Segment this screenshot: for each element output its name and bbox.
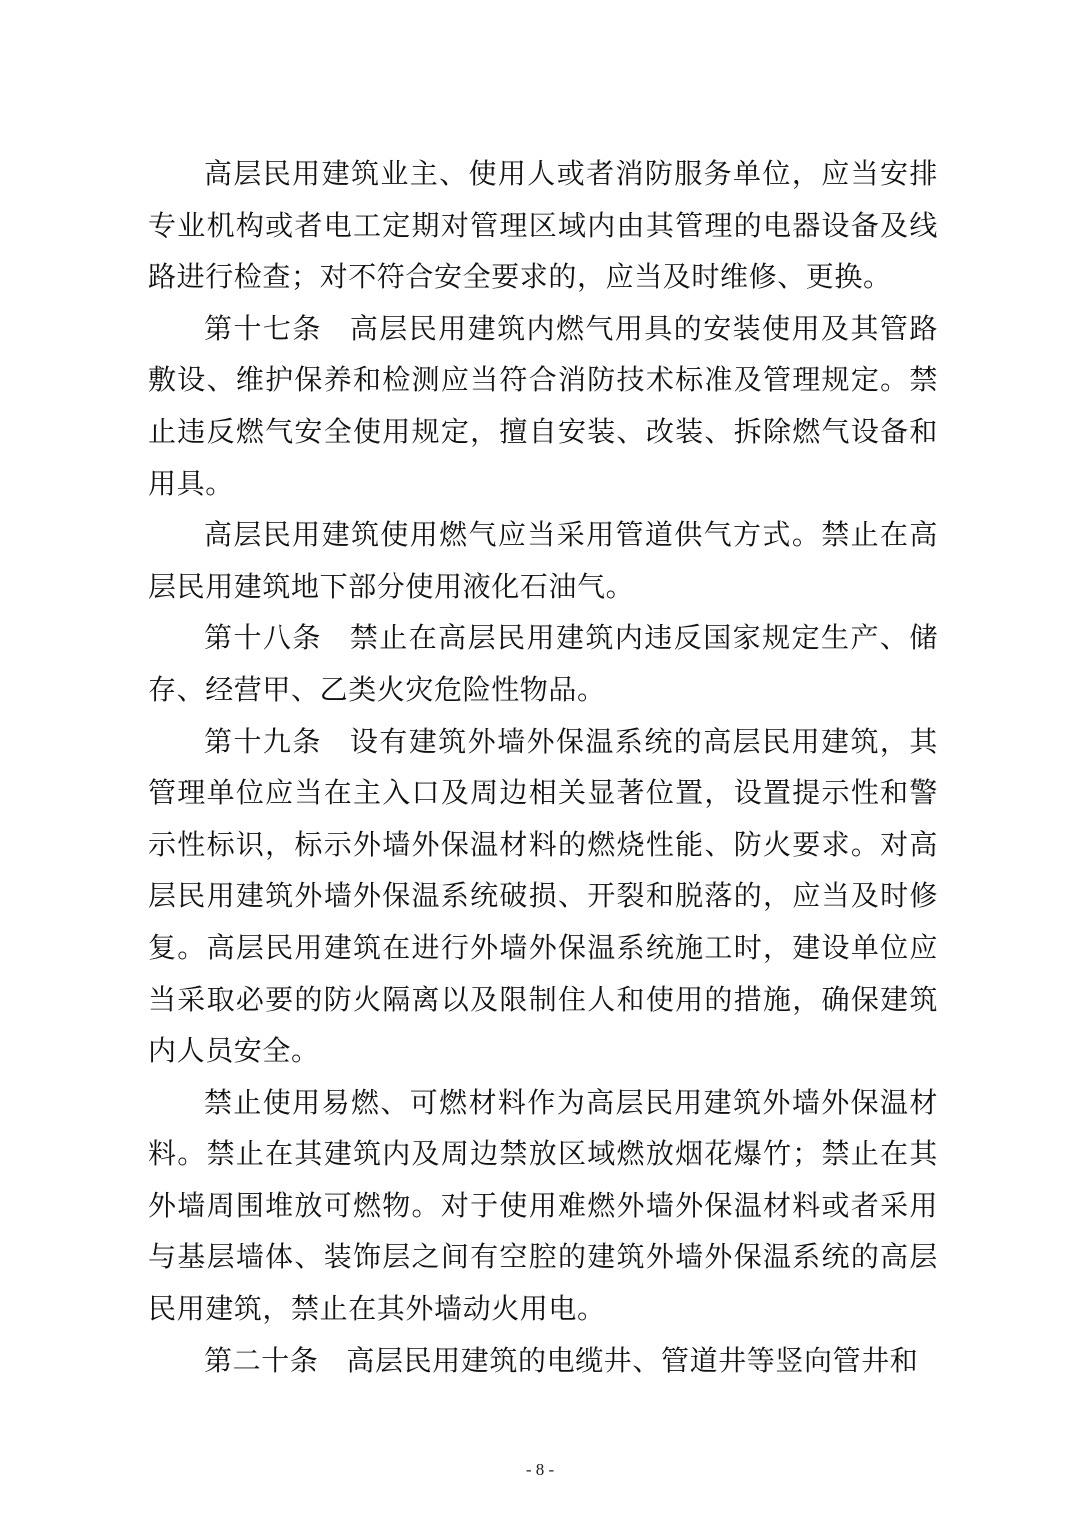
paragraph-article-19	[148, 716, 938, 1077]
paragraph-text: 高层民用建筑使用燃气应当采用管道供气方式。禁止在高层民用建筑地下部分使用液化石油气。	[148, 518, 938, 603]
paragraph	[148, 1077, 938, 1335]
paragraph-text: 禁止使用易燃、可燃材料作为高层民用建筑外墙外保温材料。禁止在其建筑内及周边禁放区域燃放烟花爆竹；禁止在其外墙周围堆放可燃物。对于使用难燃外墙外保温材料或者采用与基层墙体、装饰层之间有空腔的建筑外墙外保温系统的高层民用建筑，禁止在其外墙动火用电。	[148, 1085, 938, 1326]
article-number: 第十九条	[204, 724, 322, 758]
paragraph-text: 禁止在高层民用建筑内违反国家规定生产、储存、经营甲、乙类火灾危险性物品。	[148, 621, 938, 706]
document-body	[148, 148, 938, 1386]
paragraph-article-20	[148, 1335, 938, 1387]
page-number: - 8 -	[525, 1460, 555, 1479]
paragraph-text: 高层民用建筑的电缆井、管道井等竖向管井和	[346, 1343, 919, 1377]
paragraph	[148, 509, 938, 612]
paragraph-article-18	[148, 612, 938, 715]
paragraph	[148, 148, 938, 303]
article-number: 第十八条	[204, 621, 322, 655]
article-number: 第二十条	[204, 1343, 319, 1377]
article-number: 第十七条	[204, 311, 322, 345]
paragraph-text: 高层民用建筑业主、使用人或者消防服务单位，应当安排专业机构或者电工定期对管理区域内由其管理的电器设备及线路进行检查；对不符合安全要求的，应当及时维修、更换。	[148, 157, 938, 294]
paragraph-article-17	[148, 303, 938, 509]
paragraph-text: 高层民用建筑内燃气用具的安装使用及其管路敷设、维护保养和检测应当符合消防技术标准及管理规定。禁止违反燃气安全使用规定，擅自安装、改装、拆除燃气设备和用具。	[148, 311, 938, 500]
paragraph-text: 设有建筑外墙外保温系统的高层民用建筑，其管理单位应当在主入口及周边相关显著位置，设置提示性和警示性标识，标示外墙外保温材料的燃烧性能、防火要求。对高层民用建筑外墙外保温系统破损、开裂和脱落的，应当及时修复。高层民用建筑在进行外墙外保温系统施工时，建设单位应当采取必要的防火隔离以及限制住人和使用的措施，确保建筑内人员安全。	[148, 724, 938, 1068]
